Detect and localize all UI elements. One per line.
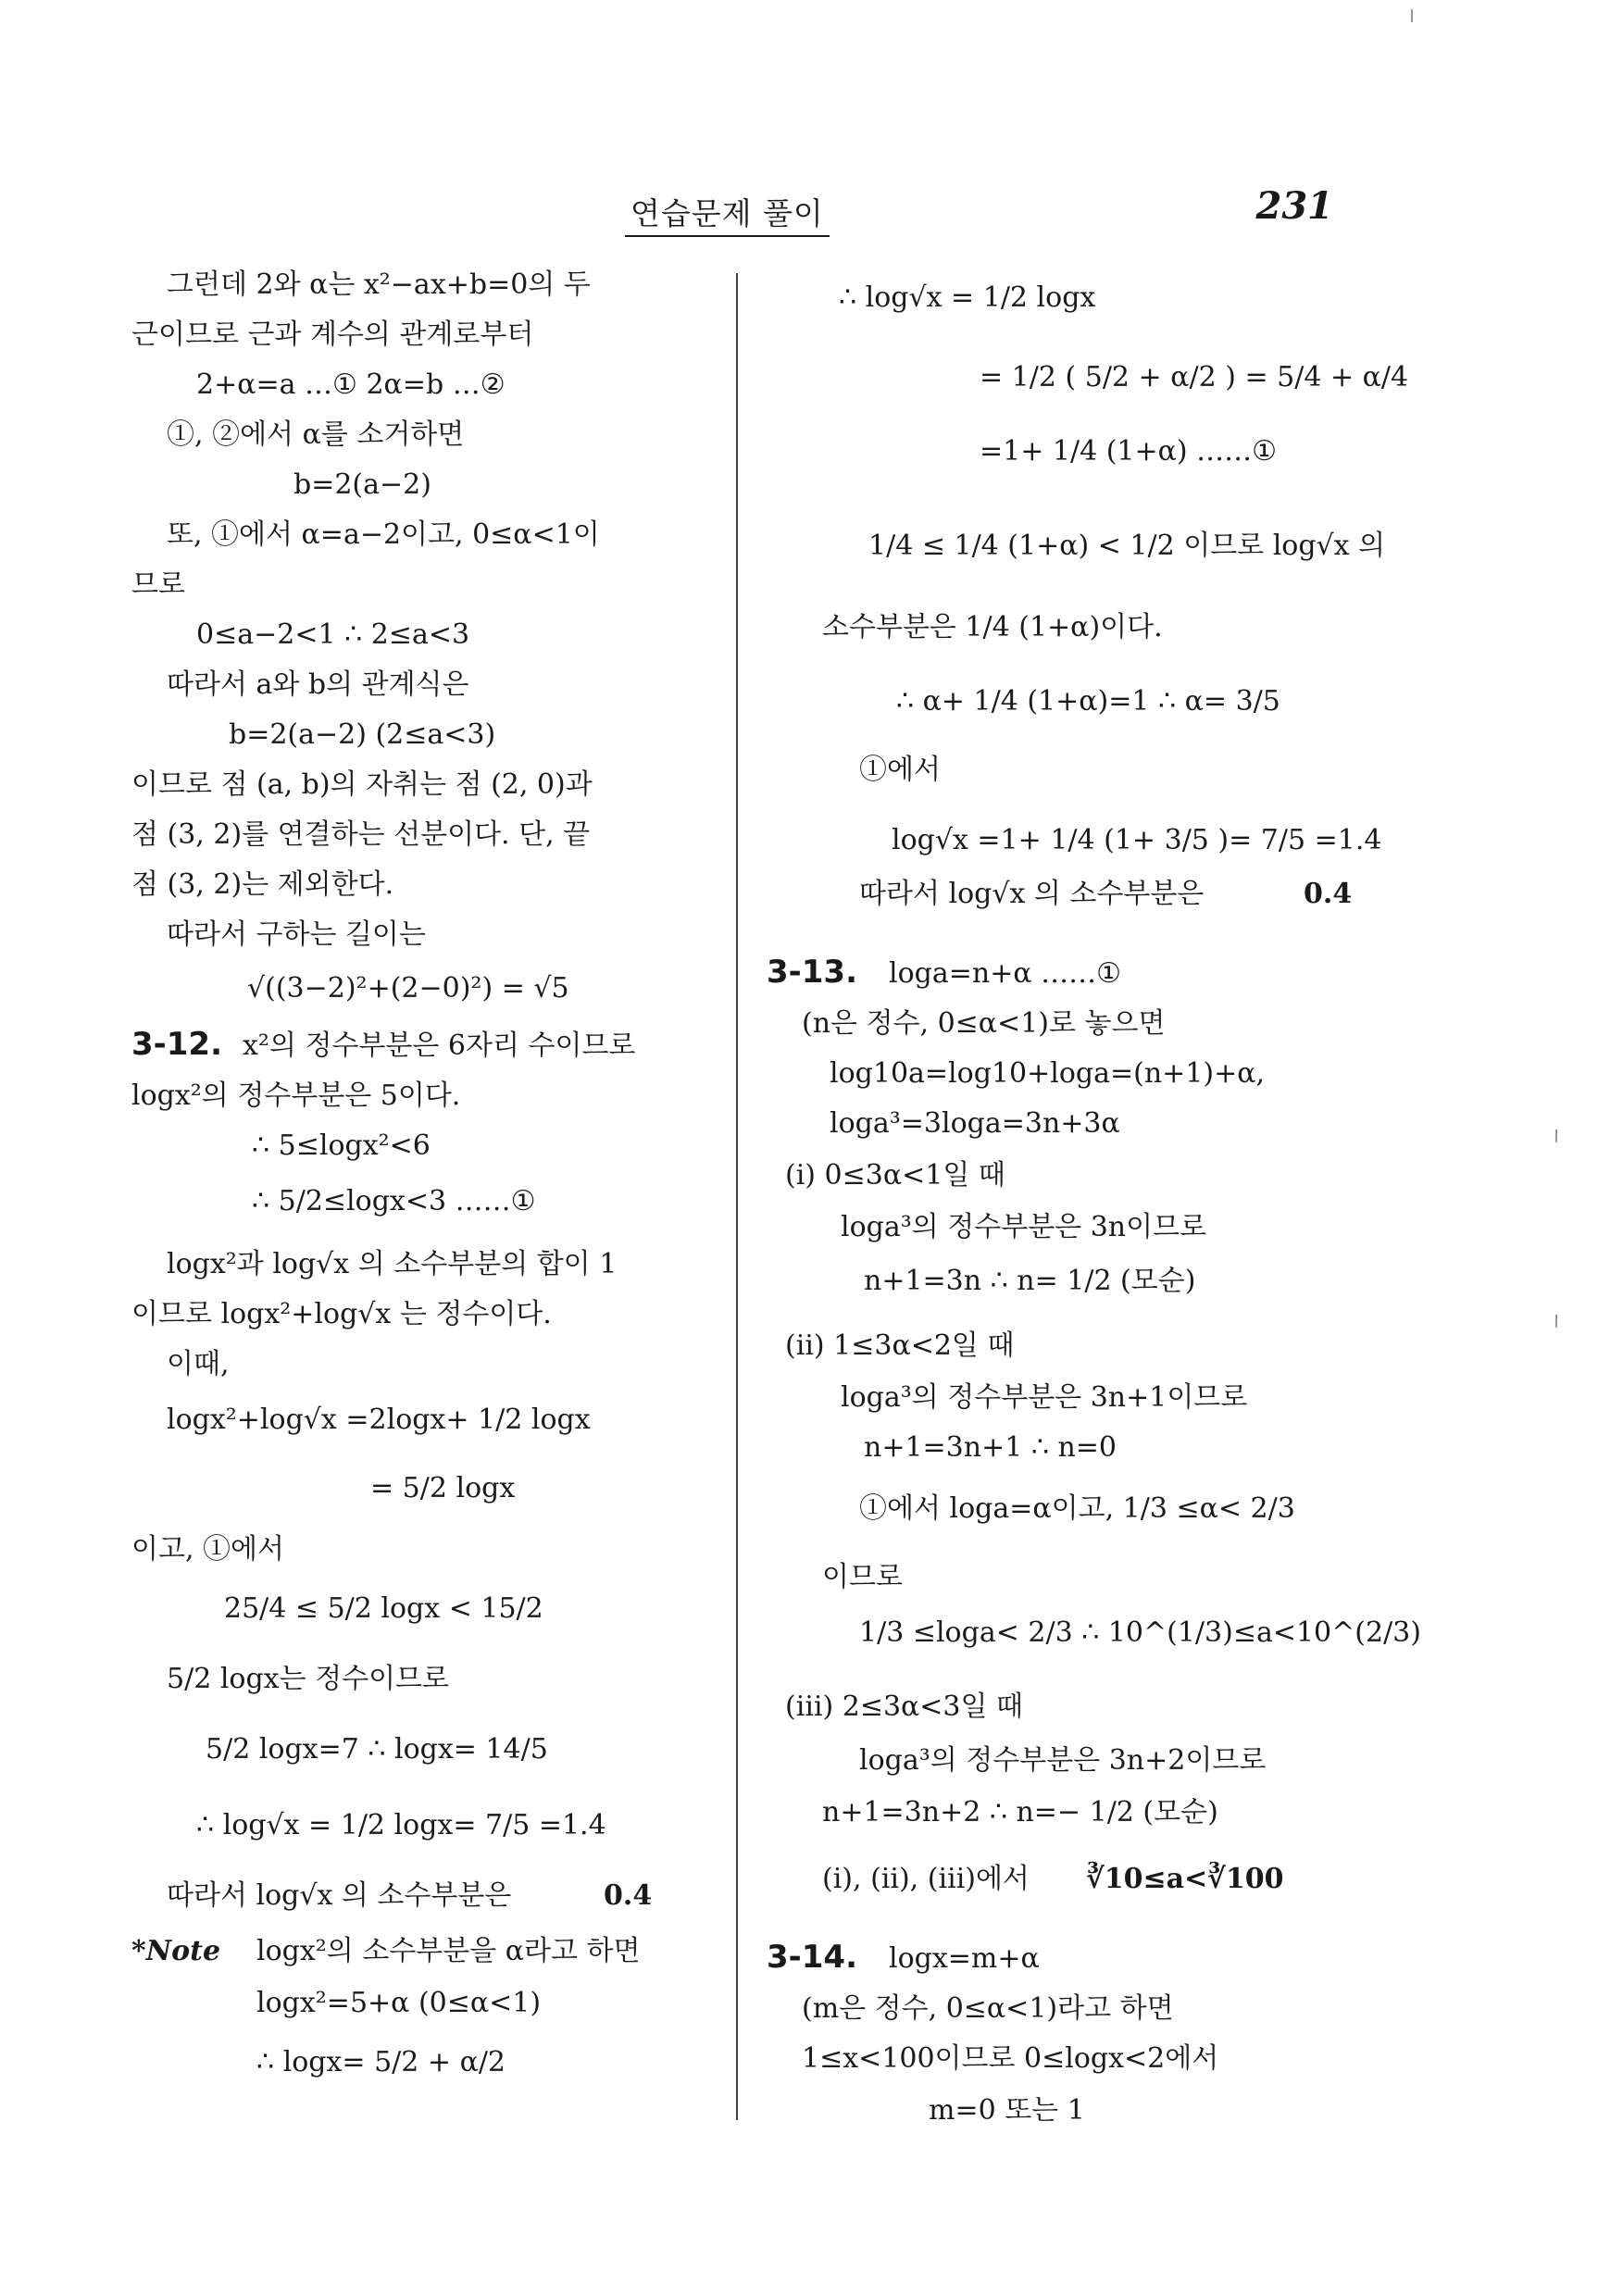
text-line: loga³의 정수부분은 3n이므로	[841, 1211, 1207, 1243]
math-line: ①에서 loga=α이고, 1/3 ≤α< 2/3	[859, 1492, 1295, 1525]
text-line: ①, ②에서 α를 소거하면	[167, 418, 465, 451]
answer-3-13: ∛10≤a<∛100	[1086, 1863, 1284, 1895]
problem-number-3-12: 3-12.	[131, 1026, 222, 1063]
math-line: ∴ log√x = 1/2 logx= 7/5 =1.4	[196, 1809, 606, 1841]
math-line: log√x =1+ 1/4 (1+ 3/5 )= 7/5 =1.4	[892, 824, 1382, 856]
math-line: logx=m+α	[889, 1942, 1040, 1975]
text-line: (ⅰ) 0≤3α<1일 때	[785, 1159, 1005, 1192]
scan-mark	[1555, 1129, 1557, 1142]
math-line: 5/2 logx=7 ∴ logx= 14/5	[206, 1733, 548, 1766]
text-line: 따라서 a와 b의 관계식은	[167, 668, 469, 701]
math-line: n+1=3n+1 ∴ n=0	[864, 1431, 1117, 1464]
problem-number-3-14: 3-14.	[767, 1939, 857, 1976]
text-line: ①에서	[859, 754, 941, 786]
math-line: ∴ log√x = 1/2 logx	[839, 281, 1096, 314]
math-line: 1/4 ≤ 1/4 (1+α) < 1/2 이므로 log√x 의	[868, 530, 1386, 562]
math-line: √((3−2)²+(2−0)²) = √5	[247, 972, 569, 1004]
text-line: 므로	[131, 568, 185, 601]
text-line: 점 (3, 2)를 연결하는 선분이다. 단, 끝	[131, 818, 591, 851]
text-line: 이고, ①에서	[131, 1533, 284, 1566]
text-line: 그런데 2와 α는 x²−ax+b=0의 두	[167, 268, 591, 301]
note-line: ∴ logx= 5/2 + α/2	[256, 2046, 506, 2078]
math-line: log10a=log10+loga=(n+1)+α,	[830, 1057, 1265, 1090]
text-line: (m은 정수, 0≤α<1)라고 하면	[802, 1992, 1174, 2025]
text-line: logx²과 log√x 의 소수부분의 합이 1	[167, 1248, 618, 1280]
text-line: 이므로 logx²+log√x 는 정수이다.	[131, 1298, 552, 1330]
scan-mark	[1555, 1315, 1557, 1328]
text-line: (ⅰ), (ⅱ), (ⅲ)에서	[822, 1863, 1030, 1895]
page-header	[139, 184, 1333, 245]
running-title: 연습문제 풀이	[625, 190, 830, 237]
math-line: = 5/2 logx	[370, 1472, 516, 1504]
math-line: =1+ 1/4 (1+α) ……①	[980, 435, 1278, 468]
text-line: x²의 정수부분은 6자리 수이므로	[243, 1029, 636, 1062]
text-line: 또, ①에서 α=a−2이고, 0≤α<1이	[167, 518, 600, 551]
note-label: *Note	[131, 1935, 221, 1967]
note-line: logx²=5+α (0≤α<1)	[256, 1987, 542, 2019]
math-line: ∴ 5≤logx²<6	[252, 1129, 431, 1162]
text-line: 이므로	[822, 1561, 903, 1593]
answer-3-12: 0.4	[604, 1879, 653, 1912]
text-line: (ⅱ) 1≤3α<2일 때	[785, 1329, 1015, 1362]
text-line: 이므로 점 (a, b)의 자취는 점 (2, 0)과	[131, 768, 593, 801]
answer-3-12-part: 0.4	[1304, 878, 1353, 910]
text-line: (ⅲ) 2≤3α<3일 때	[785, 1691, 1024, 1723]
problem-number-3-13: 3-13.	[767, 954, 857, 991]
text-line: 따라서 log√x 의 소수부분은	[859, 878, 1205, 910]
text-line: 근이므로 근과 계수의 관계로부터	[131, 318, 534, 351]
math-line: 2+α=a …① 2α=b …②	[196, 368, 506, 401]
math-line: ∴ α+ 1/4 (1+α)=1 ∴ α= 3/5	[896, 685, 1280, 718]
column-divider	[736, 273, 738, 2120]
math-line: logx²+log√x =2logx+ 1/2 logx	[167, 1404, 591, 1436]
math-line: b=2(a−2) (2≤a<3)	[229, 718, 496, 751]
text-line: (n은 정수, 0≤α<1)로 놓으면	[802, 1007, 1166, 1040]
math-line: n+1=3n+2 ∴ n=− 1/2 (모순)	[822, 1796, 1218, 1828]
page-number: 231	[1255, 184, 1333, 228]
math-line: 25/4 ≤ 5/2 logx < 15/2	[224, 1592, 543, 1625]
math-line: loga=n+α ……①	[889, 957, 1122, 990]
math-line: ∴ 5/2≤logx<3 ……①	[252, 1185, 536, 1217]
text-line: loga³의 정수부분은 3n+2이므로	[859, 1744, 1267, 1777]
text-line: 따라서 구하는 길이는	[167, 918, 426, 951]
math-line: loga³=3loga=3n+3α	[830, 1107, 1120, 1140]
math-line: n+1=3n ∴ n= 1/2 (모순)	[864, 1265, 1196, 1297]
scan-mark	[1411, 9, 1413, 22]
note-line: logx²의 소수부분을 α라고 하면	[256, 1935, 641, 1967]
text-line: 소수부분은 1/4 (1+α)이다.	[822, 611, 1163, 643]
text-line: 이때,	[167, 1348, 230, 1380]
math-line: m=0 또는 1	[929, 2094, 1085, 2127]
text-line: 5/2 logx는 정수이므로	[167, 1663, 450, 1695]
text-line: 1≤x<100이므로 0≤logx<2에서	[802, 2042, 1219, 2075]
text-line: logx²의 정수부분은 5이다.	[131, 1079, 461, 1112]
text-line: 따라서 log√x 의 소수부분은	[167, 1879, 512, 1912]
text-line: 점 (3, 2)는 제외한다.	[131, 868, 394, 901]
math-line: 0≤a−2<1 ∴ 2≤a<3	[196, 618, 470, 651]
math-line: = 1/2 ( 5/2 + α/2 ) = 5/4 + α/4	[980, 361, 1409, 393]
math-line: b=2(a−2)	[293, 468, 431, 501]
math-line: 1/3 ≤loga< 2/3 ∴ 10^(1/3)≤a<10^(2/3)	[859, 1616, 1421, 1649]
text-line: loga³의 정수부분은 3n+1이므로	[841, 1381, 1248, 1414]
